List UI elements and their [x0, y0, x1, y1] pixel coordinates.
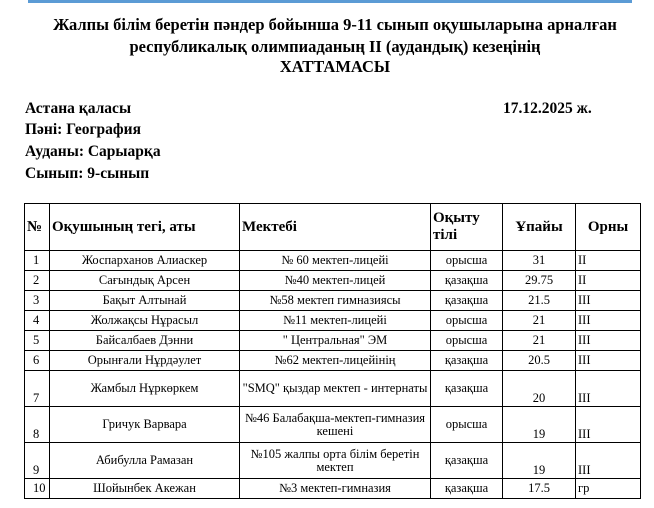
grade-label: Сынып: 9-сынып [25, 165, 150, 182]
cell-language: қазақша [431, 479, 503, 499]
cell-place: III [576, 371, 641, 407]
cell-name: Гричук Варвара [50, 407, 240, 443]
cell-score: 31 [503, 251, 576, 271]
document-title-line3: ХАТТАМАСЫ [279, 57, 391, 76]
cell-number: 3 [25, 291, 50, 311]
cell-name: Жолжақсы Нұрасыл [50, 311, 240, 331]
cell-school: "SMQ" қыздар мектеп - интернаты [240, 371, 431, 407]
table-header-row [25, 204, 641, 251]
table-row [25, 407, 641, 443]
cell-language: қазақша [431, 291, 503, 311]
col-header-number: № [25, 204, 50, 251]
table-row [25, 443, 641, 479]
cell-language: қазақша [431, 271, 503, 291]
cell-number: 9 [25, 443, 50, 479]
cell-school: №3 мектеп-гимназия [240, 479, 431, 499]
cell-school: №11 мектеп-лицейі [240, 311, 431, 331]
table-row [25, 479, 641, 499]
cell-place: III [576, 351, 641, 371]
cell-score: 29.75 [503, 271, 576, 291]
cell-name: Сағындық Арсен [50, 271, 240, 291]
cell-language: қазақша [431, 351, 503, 371]
cell-language: қазақша [431, 371, 503, 407]
cell-place: II [576, 271, 641, 291]
document-title-line1: Жалпы білім беретін пәндер бойынша 9-11 сынып оқушыларына арналған [53, 15, 617, 34]
col-header-name: Оқушының тегі, аты [50, 204, 240, 251]
cell-number: 8 [25, 407, 50, 443]
cell-number: 7 [25, 371, 50, 407]
cell-name: Байсалбаев Дэнни [50, 331, 240, 351]
cell-school: №58 мектеп гимназиясы [240, 291, 431, 311]
cell-number: 10 [25, 479, 50, 499]
cell-language: орысша [431, 311, 503, 331]
cell-name: Жамбыл Нұркөркем [50, 371, 240, 407]
cell-name: Жоспарханов Алиаскер [50, 251, 240, 271]
cell-score: 21 [503, 331, 576, 351]
cell-score: 21 [503, 311, 576, 331]
cell-name: Абибулла Рамазан [50, 443, 240, 479]
cell-score: 19 [503, 407, 576, 443]
cell-language: орысша [431, 407, 503, 443]
cell-school: №46 Балабақша-мектеп-гимназия кешені [240, 407, 431, 443]
cell-number: 2 [25, 271, 50, 291]
cell-language: қазақша [431, 443, 503, 479]
top-border-line [28, 0, 632, 3]
cell-score: 20.5 [503, 351, 576, 371]
date-label: 17.12.2025 ж. [503, 100, 592, 117]
col-header-place: Орны [576, 204, 641, 251]
col-header-score: Ұпайы [503, 204, 576, 251]
cell-number: 4 [25, 311, 50, 331]
cell-score: 17.5 [503, 479, 576, 499]
cell-score: 21.5 [503, 291, 576, 311]
cell-school: №105 жалпы орта білім беретін мектеп [240, 443, 431, 479]
cell-name: Бақыт Алтынай [50, 291, 240, 311]
cell-language: орысша [431, 251, 503, 271]
col-header-language: Оқыту тілі [431, 204, 503, 251]
cell-place: III [576, 407, 641, 443]
col-header-school: Мектебі [240, 204, 431, 251]
document-title-line2: республикалық олимпиаданың II (аудандық) кезеңінің [129, 37, 541, 56]
cell-language: орысша [431, 331, 503, 351]
table-row [25, 331, 641, 351]
table-row [25, 291, 641, 311]
cell-name: Шойынбек Акежан [50, 479, 240, 499]
city-label: Астана қаласы [25, 100, 132, 117]
cell-place: III [576, 311, 641, 331]
cell-number: 6 [25, 351, 50, 371]
results-table [24, 203, 641, 499]
cell-school: " Центральная" ЭМ [240, 331, 431, 351]
cell-name: Орынғали Нұрдәулет [50, 351, 240, 371]
table-row [25, 351, 641, 371]
cell-place: гр [576, 479, 641, 499]
table-row [25, 271, 641, 291]
cell-place: III [576, 331, 641, 351]
district-label: Ауданы: Сарыарқа [25, 143, 161, 160]
table-row [25, 371, 641, 407]
cell-school: №40 мектеп-лицей [240, 271, 431, 291]
cell-number: 1 [25, 251, 50, 271]
cell-place: III [576, 291, 641, 311]
cell-place: III [576, 443, 641, 479]
subject-label: Пәні: География [25, 121, 141, 138]
table-row [25, 251, 641, 271]
cell-number: 5 [25, 331, 50, 351]
cell-school: № 60 мектеп-лицейі [240, 251, 431, 271]
cell-place: II [576, 251, 641, 271]
cell-school: №62 мектеп-лицейінің [240, 351, 431, 371]
cell-score: 19 [503, 443, 576, 479]
table-row [25, 311, 641, 331]
cell-score: 20 [503, 371, 576, 407]
